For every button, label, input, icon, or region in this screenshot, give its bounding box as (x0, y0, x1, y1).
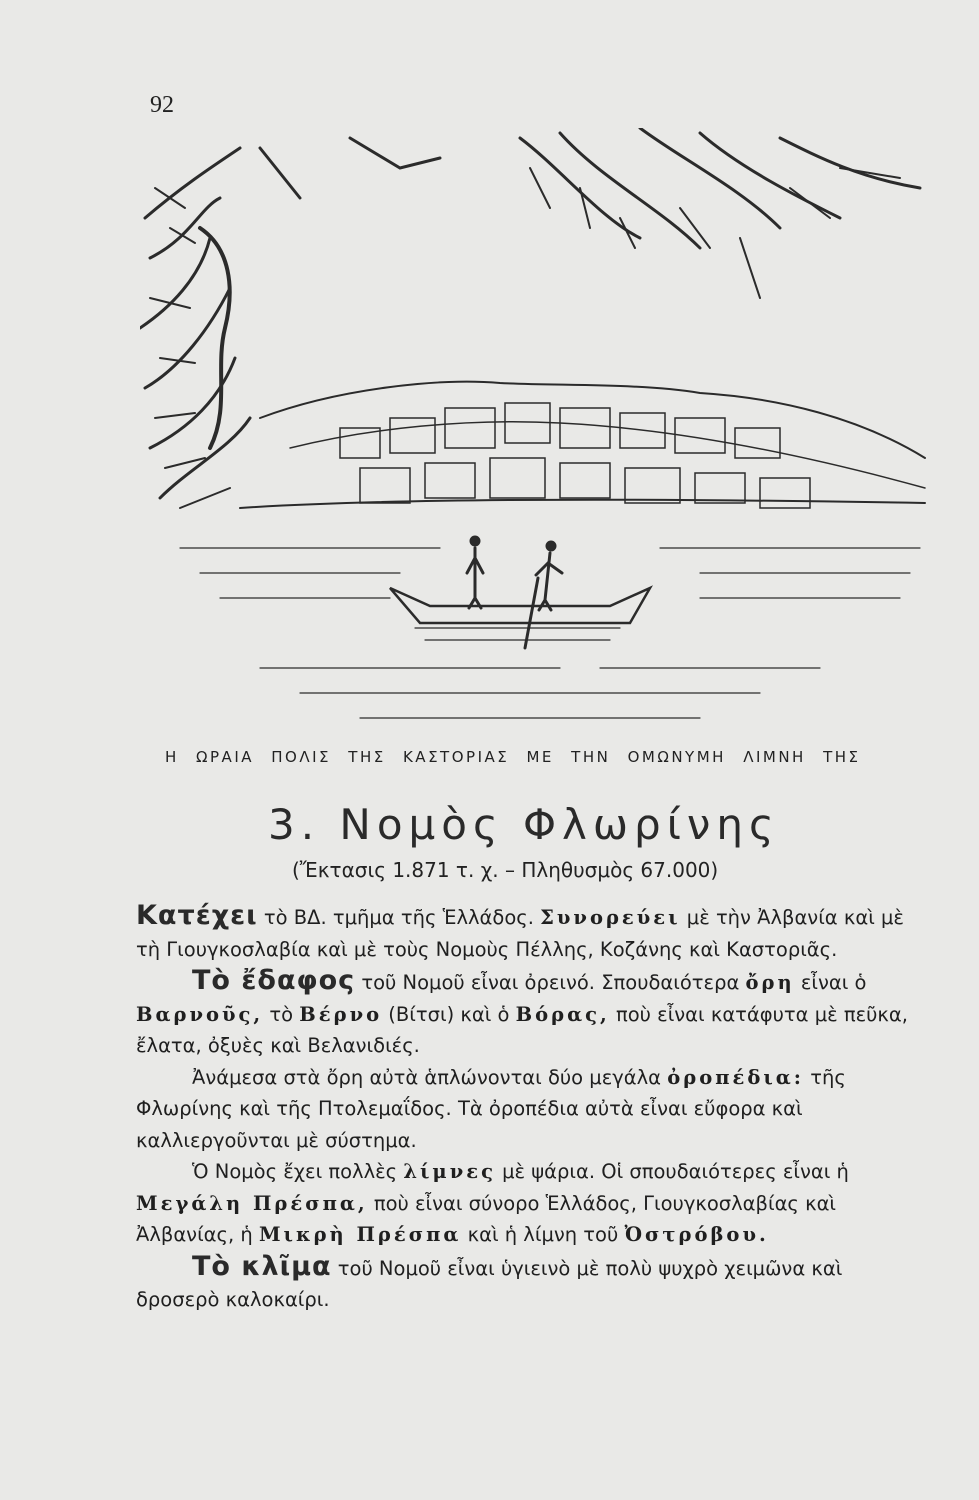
spaced-term: Μικρὴ Πρέσπα (258, 1223, 462, 1246)
text-run: μὲ τὴν Ἀλβανία καὶ μὲ τὴ Γιουγκοσλαβία καὶ μὲ τοὺς Νομοὺς Πέλλης, Κοζάνης καὶ Καστοριᾶς. (136, 906, 904, 961)
page-number: 92 (150, 92, 174, 118)
illustration-caption: Η ΩΡΑΙΑ ΠΟΛΙΣ ΤΗΣ ΚΑΣΤΟΡΙΑΣ ΜΕ ΤΗΝ ΟΜΩΝΥΜΗ ΛΙΜΝΗ ΤΗΣ (165, 748, 861, 766)
spaced-term: Βέρνο (299, 1002, 383, 1026)
spaced-term: Μεγάλη Πρέσπα, (136, 1191, 368, 1215)
paragraph-climate (136, 1251, 916, 1316)
text-run: εἶναι ὁ (794, 971, 867, 994)
text-run: καὶ ἡ λίμνη τοῦ (461, 1223, 625, 1246)
text-run: τῆς Φλωρίνης καὶ τῆς Πτολεμαΐδος. Τὰ ὀροπέδια αὐτὰ εἶναι εὔφορα καὶ καλλιεργοῦνται μὲ σύστημα. (136, 1065, 846, 1152)
text-run: τὸ ΒΔ. τμῆμα τῆς Ἑλλάδος. (257, 906, 541, 929)
text-run: (Βίτσι) καὶ ὁ (382, 1002, 516, 1026)
text-run: τὸ (263, 1002, 300, 1026)
paragraph-terrain (136, 965, 916, 1062)
lead-word: Κατέχει (136, 900, 258, 931)
spaced-term: Βαρνοῦς, (136, 1002, 264, 1026)
text-run: τοῦ Νομοῦ εἶναι ὀρεινό. Σπουδαιότερα (355, 971, 746, 994)
spaced-term: Συνορεύει (540, 906, 681, 929)
text-run: Ἀνάμεσα στὰ ὄρη αὐτὰ ἁπλώνονται δύο μεγάλα (192, 1065, 668, 1089)
text-run: ποὺ εἶναι σύνορο Ἑλλάδος, Γιουγκοσλαβίας καὶ Ἀλβανίας, ἡ (136, 1191, 837, 1246)
spaced-term: Βόρας, (515, 1002, 610, 1026)
spaced-term: ὄρη (745, 971, 795, 994)
paragraph-plateaus (136, 1062, 916, 1157)
text-run: ποὺ εἶναι κατάφυτα μὲ πεῦκα, ἔλατα, ὀξυὲς καὶ Βελανιδιές. (136, 1002, 908, 1057)
spaced-term: Ὀστρόβου. (624, 1223, 769, 1246)
section-subtitle: (Ἔκτασις 1.871 τ. χ. – Πληθυσμὸς 67.000) (292, 858, 719, 882)
paragraph-borders (136, 900, 916, 965)
text-run: Ὁ Νομὸς ἔχει πολλὲς (192, 1160, 404, 1183)
text-run: μὲ ψάρια. Οἱ σπουδαιότερες εἶναι ἡ (495, 1160, 849, 1183)
spaced-term: λίμνες (403, 1160, 496, 1183)
section-title: 3. Νομὸς Φλωρίνης (268, 800, 780, 849)
body-text (136, 900, 916, 1316)
paragraph-lakes (136, 1156, 916, 1251)
text-run: τοῦ Νομοῦ εἶναι ὑγιεινὸ μὲ πολὺ ψυχρὸ χειμῶνα καὶ δροσερὸ καλοκαίρι. (136, 1256, 843, 1311)
lead-word: Τὸ ἔδαφος (192, 965, 356, 996)
spaced-term: ὀροπέδια: (667, 1065, 805, 1089)
kastoria-lake-illustration (140, 128, 930, 740)
lead-word: Τὸ κλῖμα (192, 1250, 332, 1282)
